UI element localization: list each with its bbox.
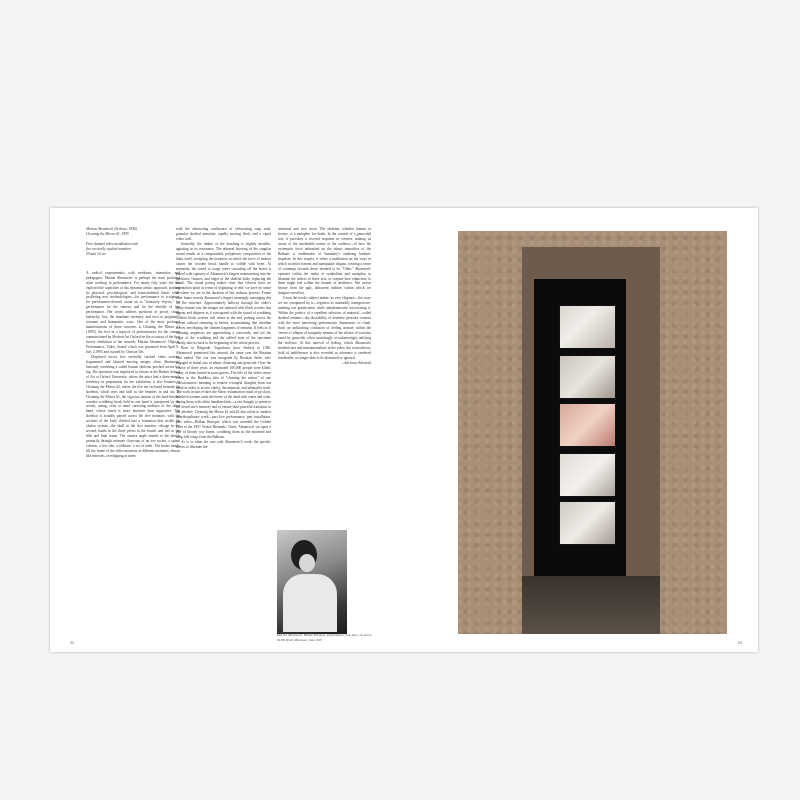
body-paragraph: As is so often the case with Abramović's work, the specific serves to illustrate the [176,439,271,449]
video-monitor [559,501,616,545]
body-paragraph: Born in Belgrade, Yugoslavia (now Serbia) in 1946, Abramović premiered this artwork the same year the Bosnian War ended. The war was instigated by Bosnian Serbs, who engaged in brutal acts of ethnic cleansing and genocide. Over the course of three years, an estimated 100,000 people were killed, many of them buried in mass graves. The title of the video seizes refers to the Buddhist idea of "cleaning the mirror" of one consciousness, meaning to remove wrongful thoughts from our mind in order to access clarity, discernment, and ultimately truth. The work in turn evokes the Slavic exhumation ritual of po slova, in which women wash the bones of the dead with water and wine, drying them with white handkerchiefs—a rite thought to preserve the loved one's memory and to ensure their peaceful transition to the afterlife. Cleaning the Mirror #1 and #2 also relate to another interdisciplinary work—part live performance, part installation, part video—Balkan Baroque, which was awarded the Golden Lion at the 1997 Venice Biennale. There, Abramović sat upon a pile of bloody cow bones, scrubbing them as she mourned and sang folk songs from the Balkans. [176,345,271,440]
video-monitor [559,453,616,497]
video-monitor [559,403,616,447]
photo-caption: Marina Abramović, Balkan Baroque, performance, four days, six hours, XLVII Venice Biennale, June 1997 [277,633,373,642]
text-column-2 [176,227,271,450]
author-signature: —Adrienne Edwards [341,360,371,365]
body-paragraph: Sonically, the timbre of the brushing is slightly metallic, agitating in its resonance. The ethereal layering of the singular sound results in a compounded, polyphonic composition of the labor itself, excepting the instances in which the force of motion causes the wooden brush handle to collide with bone. At moments, the sound of soapy water cascading off the bones is paired with captures of Abramović's fingers maneuvering into the apertures, fissures, and edges of the skeletal body, replacing the brush. The visual pacing makes clear that viewers have no orientation point in terms of beginning or end; we have no sense of where we are in the duration of this arduous process. Frame after frame reveals Abramović's fingers seemingly massaging dirt off the structure. Approximately halfway through the video's thirty-minute run, the images are replaced with black screens that appear and disperse as if syncopated with the sound of scrubbing—these black screens will return at the end, pulsing across the screen without returning as before, accumulating like obsidian waves, enveloping the cleaned fragments of remains. It feels as if cleaning sequences are approaching a crescendo, and yet the vigor of the scrubbing and the sullied state of the specimen clearly take us back to the beginning of the whole process. [176,241,271,345]
balkan-baroque-photo [277,530,347,634]
body-paragraph: with the obstructing confluence of obfuscating soap suds, granular skeletal minutiae, rapidly moving flesh, and a vapid white wall. [176,227,271,241]
book-spread [50,208,758,652]
artwork-medium-line2: five vertically stacked monitors [86,246,132,251]
video-monitor [559,355,616,399]
body-paragraph: universal and vice versa. The skeleton, whether human or bovine, is a metaphor for death. In the context of a genocidal war, it provokes a visceral response in viewers, making us aware of the intolerable nature of the violence—of how the systematic force unleashed on the ethnic minorities of the Balkans is emblematic of humanity's enduring barbaric impulses. In this respect, it offers a meditation on the ways in which societies foment and manipulate disgust, creating a sense of contempt towards those deemed to be "Other." Abramović operates within the realm of symbolism and metaphor to illumine the affects of these acts, to conjure how ethnicities to them might feel within the bounds of aesthetics. She wrests beauty from the ugly, abhorrent realities within which we imagine ourselves. [278,227,371,296]
body-paragraph: Given the work's subject matter, its very elegance—the ways we are enraptured by it—registers as unsteadily transgressive, undoing our gratification while simultaneously intoxicating it. Within the poetics of a repellent selection of material—soiled skeletal remains—the desirability of aesthetic pleasure consists with the most harrowing performative dimensions of ritual. Such an unflinching confusion of feeling arouses within the viewer a collapse of sympathy mourns of the silence of societies razed by genocide, often unwittingly or unknowingly ratifying the violence. At this interval of feeling, which Abramović aestheticizes and instrumentalizes in the video, the contradictory hold of indifference is also revealed as tolerance is rendered intolerable, no longer able to be dismissed or ignored. [278,296,371,360]
video-monitor [559,305,616,349]
page-number-right: 23 [738,640,742,645]
text-column-3 [278,227,371,366]
artwork-title: Cleaning the Mirror #1, 1995 [86,231,129,236]
artwork-credits [86,227,180,257]
text-column-1 [86,227,180,459]
body-paragraph: A radical experimentist with mediums, intensities, and pedagogies, Marina Abramović is perhaps the most profound artist working in performance. For nearly fifty years she has explored the capacities of this dynamic artistic approach, probing its physical, psychological, and transcendental limits while proffering new methodologies—for performance to sculpture, for performance-derived visual art as "transitory objects," for performance for the camera, and for the afterlife of live performance. Her works address questions of power, ritual, hierarchy, loss, the mundane, memory, and trust in poignantly resonant and humanistic ways. One of the most profound manifestations of these concerns is Cleaning the Mirror #1 (1995), the first in a triptych of performances for the camera commissioned by Modern Art Oxford on the occasion of the first survey exhibition of her artwork, Marina Abramović: Objects, Performance, Video, Sound, which was presented from April 9–July 2,1995 and curated by Chrissie Iles. [86,270,180,354]
page-number-left: 22 [70,640,74,645]
artwork-medium-line1: Five-channel video installation with [86,241,138,246]
artist-name: Marina Abramović (Serbian, 1946) [86,227,137,231]
installation-photo [458,231,727,634]
body-paragraph: Displayed across five vertically stacked video screens, fragmented and blurred moving images show Abramović furiously scrubbing a soiled human skeleton perched across her lap. The specimen was employed in classes at the Ruskin School of Art at Oxford University, where the artist had a three-month residency in preparation for her exhibition; it also features in Cleaning the Mirror #2, where the live ten seclassid beneath the skeleton, which rises and falls as she breathes in and out. In Cleaning the Mirror #1, the vigorous motion of the hard-bristled wooden scrubbing brush held in one hand is juxtaposed by the steady, caring, even at times caressing embrace of the other hand, whose touch is more attentive than supportive. The skeleton is actually parsed across the five monitors, with the sections of the body divided into a formation that recalls the chakra system—the skull in the first monitor, ribcage in the second, hands in the third, pelvis in the fourth, and feet in the fifth and final frame. The camera angle attends to the details primarily through intimate close-ups of an eye socket, a spinal column, a few ribs, a tailbone, a set of teeth. The bones nearly fill the frame of the video monitors at different moments, almost like intervals, overlapping at times [86,354,180,458]
artwork-duration: 29 min 14 sec [86,251,107,256]
